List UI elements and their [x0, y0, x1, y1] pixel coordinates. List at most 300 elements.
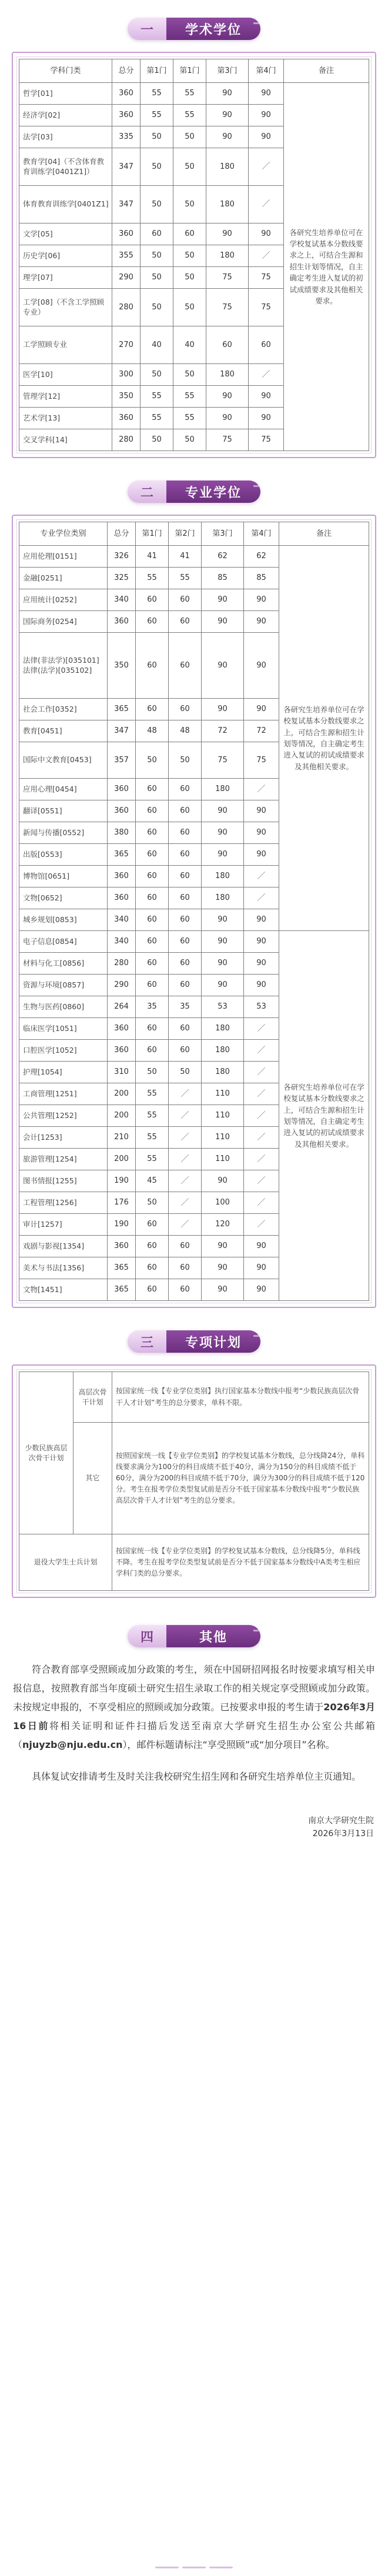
remark-cell: 各研究生培养单位可在学校复试基本分数线要求之上，可结合生源和招生计划等情况，自主确定考生进入复试的初试成绩要求及其他相关要求。 [279, 546, 369, 931]
score-s4: ／ [244, 1127, 279, 1149]
score-total: 365 [108, 844, 136, 866]
score-total: 350 [108, 633, 136, 699]
score-s2: 60 [169, 1257, 202, 1279]
section-academic-header [0, 11, 388, 47]
special-group-name: 少数民族高层次骨干计划 [19, 1372, 73, 1534]
subject-name: 国际商务[0254] [19, 611, 108, 633]
score-s4: 75 [249, 267, 284, 289]
score-s3: 90 [202, 1257, 244, 1279]
signature-date: 2026年3月13日 [312, 1829, 374, 1839]
score-s3: 180 [202, 866, 244, 887]
flourish-decoration [253, 22, 260, 35]
special-group-name: 退役大学生士兵计划 [19, 1534, 112, 1591]
score-s3: 180 [206, 245, 249, 267]
score-total: 360 [112, 223, 141, 245]
score-s1: 60 [136, 800, 169, 822]
score-total: 340 [108, 589, 136, 611]
score-s3: 180 [202, 779, 244, 800]
email-link[interactable]: njuyzb@nju.edu.cn [22, 1739, 123, 1750]
subject-name: 教育学[04]（不含体育教育训练学[0401Z1]） [19, 148, 112, 186]
subject-name: 金融[0251] [19, 568, 108, 589]
score-s2: 50 [169, 1062, 202, 1083]
score-s3: 90 [202, 975, 244, 996]
score-s1: 60 [136, 887, 169, 909]
header-cell: 第3门 [206, 59, 249, 83]
score-s1: 60 [136, 633, 169, 699]
header-cell: 第3门 [202, 522, 244, 546]
score-s2: ／ [169, 1127, 202, 1149]
score-s2: 60 [169, 779, 202, 800]
score-total: 360 [108, 1018, 136, 1040]
bottom-decoration [0, 2558, 388, 2576]
score-s4: 60 [249, 326, 284, 364]
score-s1: 60 [136, 866, 169, 887]
score-total: 340 [108, 931, 136, 953]
subject-name: 历史学[06] [19, 245, 112, 267]
text-span: 符合教育部享受照顾或加分政策的考生，须在中国研招网报名时按要求填写相关申报信息，按照教育部当年度硕士研究生招生录取工作的相关规定享受照顾或加分政策。未按规定申报的，不享受相应的照顾或加分政策。已按要求申报的考生请于 [13, 1664, 375, 1713]
score-s4: 90 [244, 589, 279, 611]
score-s2: 60 [169, 866, 202, 887]
subject-name: 翻译[0551] [19, 800, 108, 822]
subject-name: 旅游管理[1254] [19, 1149, 108, 1170]
subject-name: 应用统计[0252] [19, 589, 108, 611]
academic-score-table [19, 59, 369, 451]
score-total: 290 [112, 267, 141, 289]
score-total: 347 [108, 720, 136, 742]
header-cell: 学科门类 [19, 59, 112, 83]
subject-name: 口腔医学[1052] [19, 1040, 108, 1062]
subject-name: 经济学[02] [19, 105, 112, 126]
score-s1: 55 [136, 1105, 169, 1127]
score-total: 347 [112, 186, 141, 223]
score-s4: 90 [244, 822, 279, 844]
score-s2: 55 [173, 386, 206, 408]
section-title: 其他 [166, 1625, 260, 1647]
score-s1: 60 [136, 844, 169, 866]
score-s2: 60 [169, 1018, 202, 1040]
score-s4: 90 [244, 611, 279, 633]
score-s1: 40 [141, 326, 173, 364]
score-s3: 110 [202, 1083, 244, 1105]
special-sub-name: 高层次骨干计划 [73, 1372, 112, 1423]
section-pill [128, 1330, 260, 1353]
score-s3: 180 [206, 364, 249, 386]
score-s3: 53 [202, 996, 244, 1018]
score-total: 280 [112, 289, 141, 326]
score-s3: 90 [202, 611, 244, 633]
score-total: 360 [108, 611, 136, 633]
subject-name: 电子信息[0854] [19, 931, 108, 953]
score-s1: 60 [136, 779, 169, 800]
special-table-frame [12, 1364, 376, 1598]
score-s3: 90 [206, 386, 249, 408]
score-s3: 90 [202, 699, 244, 720]
score-s3: 60 [206, 326, 249, 364]
subject-name: 工学照顾专业 [19, 326, 112, 364]
subject-name: 博物馆[0651] [19, 866, 108, 887]
header-cell: 第4门 [249, 59, 284, 83]
score-s2: 50 [173, 364, 206, 386]
score-s4: ／ [244, 1018, 279, 1040]
section-other-header [0, 1618, 388, 1654]
subject-name: 交叉学科[14] [19, 429, 112, 451]
subject-name: 社会工作[0352] [19, 699, 108, 720]
section-number: 二 [128, 481, 166, 503]
score-s2: 60 [169, 1040, 202, 1062]
score-s2: 60 [169, 953, 202, 975]
score-s1: 60 [136, 1257, 169, 1279]
flourish-decoration [253, 1630, 260, 1643]
special-rule-text: 按国家统一线【专业学位类别】的学校复试基本分数线，总分线降5分，单科线不降。考生在报考学位类型复试前是否分不低于国家基本分数线中A类考生相应学科门类的总分要求。 [112, 1534, 369, 1591]
score-s3: 90 [206, 408, 249, 429]
subject-name: 应用心理[0454] [19, 779, 108, 800]
header-cell: 总分 [112, 59, 141, 83]
score-s1: 55 [136, 1083, 169, 1105]
section-pill [128, 18, 260, 40]
score-s4: ／ [244, 866, 279, 887]
score-s4: 53 [244, 996, 279, 1018]
score-s4: ／ [249, 245, 284, 267]
academic-table-frame [12, 52, 376, 458]
score-s1: 60 [136, 1279, 169, 1301]
score-s4: 90 [244, 800, 279, 822]
score-s2: 60 [169, 589, 202, 611]
table-header-row [19, 59, 369, 83]
score-s2: ／ [169, 1083, 202, 1105]
score-s3: 90 [202, 844, 244, 866]
score-s1: 35 [136, 996, 169, 1018]
score-s3: 180 [206, 148, 249, 186]
score-total: 176 [108, 1192, 136, 1214]
score-s1: 60 [136, 1214, 169, 1236]
header-cell: 专业学位类别 [19, 522, 108, 546]
score-s3: 180 [206, 186, 249, 223]
score-s2: 55 [173, 408, 206, 429]
special-rule-text: 按国家统一线【专业学位类别】执行国家基本分数线中报考“少数民族高层次骨干人才计划”考生的总分要求，单科不限。 [112, 1372, 369, 1423]
score-s3: 120 [202, 1214, 244, 1236]
score-total: 326 [108, 546, 136, 568]
score-s4: 85 [244, 568, 279, 589]
subject-name: 体育教育训练学[0401Z1] [19, 186, 112, 223]
score-s3: 110 [202, 1149, 244, 1170]
score-s4: ／ [244, 779, 279, 800]
table-row [19, 546, 369, 568]
score-s2: 60 [169, 931, 202, 953]
score-s2: ／ [169, 1170, 202, 1192]
subject-name: 应用伦理[0151] [19, 546, 108, 568]
score-total: 360 [108, 887, 136, 909]
table-row [19, 83, 369, 105]
subject-name: 教育[0451] [19, 720, 108, 742]
score-s3: 180 [202, 1062, 244, 1083]
subject-name: 管理学[12] [19, 386, 112, 408]
score-s3: 75 [206, 429, 249, 451]
subject-name: 文物[1451] [19, 1279, 108, 1301]
score-s1: 50 [136, 742, 169, 779]
score-s3: 90 [202, 822, 244, 844]
score-s4: 90 [244, 844, 279, 866]
score-s4: 90 [249, 126, 284, 148]
score-total: 360 [112, 105, 141, 126]
section-title: 专业学位 [166, 481, 260, 503]
special-plan-table [19, 1372, 369, 1591]
score-total: 325 [108, 568, 136, 589]
header-cell: 第2门 [169, 522, 202, 546]
header-cell: 总分 [108, 522, 136, 546]
score-s3: 90 [202, 1236, 244, 1257]
section-pill [128, 481, 260, 503]
score-s2: ／ [169, 1149, 202, 1170]
score-s4: ／ [249, 148, 284, 186]
subject-name: 戏剧与影视[1354] [19, 1236, 108, 1257]
score-s4: 90 [244, 699, 279, 720]
score-total: 347 [112, 148, 141, 186]
score-s2: 41 [169, 546, 202, 568]
score-s2: 60 [169, 822, 202, 844]
score-total: 357 [108, 742, 136, 779]
score-s1: 41 [136, 546, 169, 568]
subject-name: 艺术学[13] [19, 408, 112, 429]
score-s1: 50 [136, 1192, 169, 1214]
score-s3: 75 [206, 289, 249, 326]
score-s4: ／ [244, 1192, 279, 1214]
table-row [19, 931, 369, 953]
score-s4: ／ [244, 1170, 279, 1192]
score-s2: 60 [169, 611, 202, 633]
header-cell: 第1门 [141, 59, 173, 83]
score-s3: 180 [202, 1018, 244, 1040]
score-s2: 60 [169, 844, 202, 866]
score-s4: 90 [244, 909, 279, 931]
score-s4: 75 [244, 742, 279, 779]
score-s3: 62 [202, 546, 244, 568]
table-row [19, 1534, 369, 1591]
section-title: 学术学位 [166, 18, 260, 40]
score-s1: 50 [141, 186, 173, 223]
score-s4: 75 [249, 429, 284, 451]
score-s1: 55 [141, 386, 173, 408]
score-s3: 90 [202, 909, 244, 931]
score-s4: ／ [244, 887, 279, 909]
score-total: 200 [108, 1149, 136, 1170]
score-s2: ／ [169, 1105, 202, 1127]
score-s1: 60 [136, 589, 169, 611]
score-s2: 50 [169, 742, 202, 779]
score-s1: 60 [136, 822, 169, 844]
score-total: 365 [108, 699, 136, 720]
score-total: 190 [108, 1170, 136, 1192]
signature-block [0, 1814, 374, 1841]
score-s2: 50 [173, 245, 206, 267]
score-s2: 40 [173, 326, 206, 364]
score-s3: 100 [202, 1192, 244, 1214]
subject-name: 公共管理[1252] [19, 1105, 108, 1127]
score-total: 190 [108, 1214, 136, 1236]
score-s2: 50 [173, 148, 206, 186]
score-s1: 50 [141, 289, 173, 326]
score-s3: 90 [202, 931, 244, 953]
score-s4: 90 [244, 931, 279, 953]
score-s4: ／ [244, 1062, 279, 1083]
score-total: 280 [108, 953, 136, 975]
score-s3: 90 [202, 589, 244, 611]
subject-name: 图书情报[1255] [19, 1170, 108, 1192]
score-total: 270 [112, 326, 141, 364]
score-s1: 55 [141, 83, 173, 105]
score-s3: 90 [202, 1170, 244, 1192]
score-total: 340 [108, 909, 136, 931]
score-total: 380 [108, 822, 136, 844]
subject-name: 法律(非法学)[035101]法律(法学)[035102] [19, 633, 108, 699]
score-total: 360 [108, 779, 136, 800]
deadline-emphasis: 2026年3月16日前 [13, 1701, 375, 1731]
score-s4: ／ [244, 1040, 279, 1062]
score-s2: 60 [169, 800, 202, 822]
header-cell: 第1门 [173, 59, 206, 83]
other-paragraph [13, 1660, 375, 1754]
score-s1: 50 [141, 267, 173, 289]
score-s3: 90 [206, 223, 249, 245]
section-title: 专项计划 [166, 1330, 260, 1353]
score-s4: 90 [244, 633, 279, 699]
score-s1: 60 [136, 975, 169, 996]
professional-table-frame [12, 515, 376, 1308]
score-s4: ／ [244, 1083, 279, 1105]
score-s4: 90 [244, 1257, 279, 1279]
score-s3: 90 [206, 83, 249, 105]
header-cell: 备注 [284, 59, 369, 83]
score-s2: 50 [173, 429, 206, 451]
subject-name: 资源与环境[0857] [19, 975, 108, 996]
subject-name: 护理[1054] [19, 1062, 108, 1083]
special-sub-name: 其它 [73, 1423, 112, 1534]
score-s4: 72 [244, 720, 279, 742]
score-s4: 90 [244, 1236, 279, 1257]
remark-cell: 各研究生培养单位可在学校复试基本分数线要求之上，可结合生源和招生计划等情况，自主确定考生进入复试的初试成绩要求及其他相关要求。 [279, 931, 369, 1301]
score-s1: 60 [136, 1040, 169, 1062]
score-s2: 60 [169, 975, 202, 996]
score-s3: 90 [206, 105, 249, 126]
score-s4: 90 [244, 953, 279, 975]
score-s1: 55 [136, 1149, 169, 1170]
score-s2: 55 [173, 105, 206, 126]
section-pill [128, 1625, 260, 1647]
score-s2: ／ [169, 1214, 202, 1236]
subject-name: 文物[0652] [19, 887, 108, 909]
score-s2: 50 [173, 186, 206, 223]
subject-name: 理学[07] [19, 267, 112, 289]
score-total: 300 [112, 364, 141, 386]
header-cell: 备注 [279, 522, 369, 546]
score-total: 360 [108, 1236, 136, 1257]
score-s4: 90 [249, 408, 284, 429]
score-s1: 60 [141, 223, 173, 245]
subject-name: 医学[10] [19, 364, 112, 386]
subject-name: 审计[1257] [19, 1214, 108, 1236]
score-s3: 110 [202, 1127, 244, 1149]
score-s1: 60 [136, 953, 169, 975]
score-s2: ／ [169, 1192, 202, 1214]
score-s2: 50 [173, 126, 206, 148]
score-total: 335 [112, 126, 141, 148]
score-s2: 60 [169, 909, 202, 931]
score-s1: 60 [136, 611, 169, 633]
score-s3: 85 [202, 568, 244, 589]
score-total: 210 [108, 1127, 136, 1149]
score-s4: 90 [244, 975, 279, 996]
score-s1: 50 [136, 1062, 169, 1083]
section-number: 一 [128, 18, 166, 40]
score-total: 350 [112, 386, 141, 408]
flourish-decoration [253, 485, 260, 498]
score-total: 360 [112, 83, 141, 105]
score-total: 365 [108, 1279, 136, 1301]
score-total: 355 [112, 245, 141, 267]
table-header-row [19, 522, 369, 546]
score-s3: 90 [202, 1279, 244, 1301]
score-s4: ／ [244, 1214, 279, 1236]
score-total: 200 [108, 1083, 136, 1105]
score-total: 360 [108, 800, 136, 822]
subject-name: 城乡规划[0853] [19, 909, 108, 931]
subject-name: 会计[1253] [19, 1127, 108, 1149]
score-s1: 50 [141, 148, 173, 186]
signature-org: 南京大学研究生院 [308, 1816, 374, 1826]
subject-name: 出版[0553] [19, 844, 108, 866]
subject-name: 国际中文教育[0453] [19, 742, 108, 779]
score-s2: 60 [169, 633, 202, 699]
score-s4: 75 [249, 289, 284, 326]
score-s2: 50 [173, 289, 206, 326]
special-rule-text: 按照国家统一线【专业学位类别】的学校复试基本分数线，总分线降24分，单科线要求满分为100分的科目成绩不低于40分，满分为150分的科目成绩不低于60分，满分为200的科目成绩不低于70分，满分为300分的科目成绩不低于120分。考生在报考学位类型复试前是否分不低于国家基本分数线中报考“少数民族高层次骨干人才计划”考生的总分要求。 [112, 1423, 369, 1534]
score-s2: 55 [173, 83, 206, 105]
score-s1: 48 [136, 720, 169, 742]
score-s1: 60 [136, 699, 169, 720]
score-s4: ／ [249, 186, 284, 223]
score-s2: 48 [169, 720, 202, 742]
text-span: 将相关证明和证件扫描后发送至南京大学研究生招生办公室公共邮箱（ [13, 1720, 375, 1750]
subject-name: 法学[03] [19, 126, 112, 148]
score-s3: 90 [206, 126, 249, 148]
score-s4: ／ [244, 1149, 279, 1170]
score-s2: 50 [173, 267, 206, 289]
score-total: 360 [108, 1040, 136, 1062]
subject-name: 新闻与传播[0552] [19, 822, 108, 844]
score-s2: 60 [169, 1236, 202, 1257]
score-s4: 90 [249, 386, 284, 408]
score-total: 310 [108, 1062, 136, 1083]
score-s4: 90 [249, 223, 284, 245]
score-total: 200 [108, 1105, 136, 1127]
score-s1: 55 [141, 105, 173, 126]
section-number: 三 [128, 1330, 166, 1353]
subject-name: 文学[05] [19, 223, 112, 245]
table-row [19, 1372, 369, 1423]
other-content [13, 1660, 375, 1786]
section-professional-header [0, 473, 388, 510]
score-total: 360 [112, 408, 141, 429]
score-s3: 180 [202, 1040, 244, 1062]
score-s4: 90 [249, 83, 284, 105]
score-s1: 60 [136, 931, 169, 953]
score-s4: ／ [244, 1105, 279, 1127]
subject-name: 工学[08]（不含工学照顾专业） [19, 289, 112, 326]
subject-name: 临床医学[1051] [19, 1018, 108, 1040]
score-s2: 60 [169, 699, 202, 720]
score-s1: 55 [141, 408, 173, 429]
subject-name: 哲学[01] [19, 83, 112, 105]
score-total: 290 [108, 975, 136, 996]
